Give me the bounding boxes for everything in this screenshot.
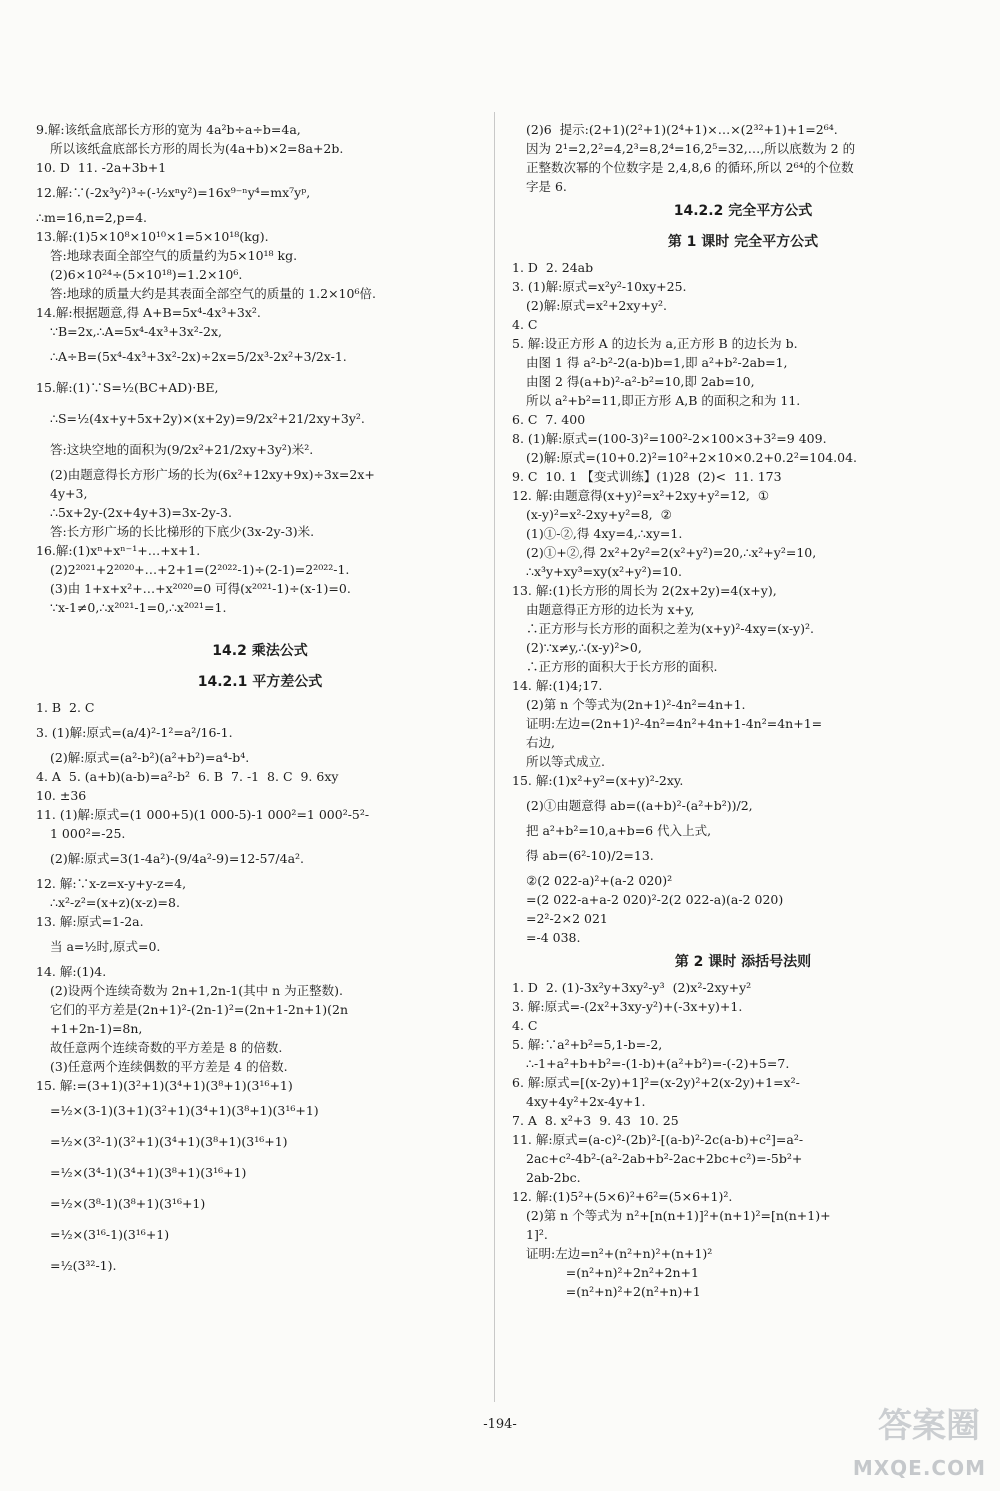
text-line: 2ab-2bc. [526,1170,581,1185]
text-line: ∴S=½(4x+y+5x+2y)×(x+2y)=9/2x²+21/2xy+3y². [50,411,365,426]
watermark-site: MXQE.COM [852,1456,986,1480]
text-line: (1)①-②,得 4xy=4,∴xy=1. [526,526,683,541]
text-line: 3. (1)解:原式=x²y²-10xy+25. [512,279,687,294]
text-line: (2)6 提示:(2+1)(2²+1)(2⁴+1)×…×(2³²+1)+1=2⁶⁴. [526,122,838,137]
text-line: (2)解:原式=(a²-b²)(a²+b²)=a⁴-b⁴. [50,750,250,765]
text-line: 9.解:该纸盒底部长方形的宽为 4a²b÷a÷b=4a, [36,122,301,137]
text-line: 所以 a²+b²=11,即正方形 A,B 的面积之和为 11. [526,393,801,408]
text-line: 答:长方形广场的长比梯形的下底少(3x-2y-3)米. [50,524,315,539]
text-line: =(2 022-a+a-2 020)²-2(2 022-a)(a-2 020) [526,892,784,907]
text-line: ∴x²-z²=(x+z)(x-z)=8. [50,895,180,910]
text-line: (2)解:原式=3(1-4a²)-(9/4a²-9)=12-57/4a². [50,851,305,866]
text-line: 故任意两个连续奇数的平方差是 8 的倍数. [50,1040,283,1055]
text-line: (2)由题意得长方形广场的长为(6x²+12xy+9x)÷3x=2x+ [50,467,375,482]
text-line: ∴m=16,n=2,p=4. [36,210,148,225]
text-line: 由题意得正方形的边长为 x+y, [526,602,695,617]
text-line: =(n²+n)²+2(n²+n)+1 [526,1284,701,1299]
text-line: 1. D 2. (1)-3x²y+3xy²-y³ (2)x²-2xy+y² [512,980,752,995]
text-line: =2²-2×2 021 [526,911,608,926]
text-line: 4y+3, [50,486,88,501]
text-line: 因为 2¹=2,2²=4,2³=8,2⁴=16,2⁵=32,…,所以底数为 2 的 [526,141,856,156]
text-line: 2ac+c²-4b²-(a²-2ab+b²-2ac+2bc+c²)=-5b²+ [526,1151,803,1166]
text-line: 答:这块空地的面积为(9/2x²+21/2xy+3y²)米². [50,442,314,457]
text-line: (2)第 n 个等式为(2n+1)²-4n²=4n+1. [526,697,746,712]
right-column [512,120,974,1301]
text-line: 把 a²+b²=10,a+b=6 代入上式, [526,823,712,838]
text-line: 13. 解:(1)长方形的周长为 2(2x+2y)=4(x+y), [512,583,777,598]
text-line: 4. C [512,317,538,332]
text-line: 答:地球的质量大约是其表面全部空气的质量的 1.2×10⁶倍. [50,286,376,301]
text-line: (2)∵x≠y,∴(x-y)²>0, [526,640,642,655]
text-line: 5. 解:设正方形 A 的边长为 a,正方形 B 的边长为 b. [512,336,798,351]
text-line: ∴5x+2y-(2x+4y+3)=3x-2y-3. [50,505,232,520]
text-line: 14. 解:(1)4. [36,964,107,979]
text-line: =½×(3²-1)(3²+1)(3⁴+1)(3⁸+1)(3¹⁶+1) [50,1134,288,1149]
text-line: 8. (1)解:原式=(100-3)²=100²-2×100×3+3²=9 409. [512,431,827,446]
text-line: +1+2n-1)=8n, [50,1021,143,1036]
text-line: (2)6×10²⁴÷(5×10¹⁸)=1.2×10⁶. [50,267,243,282]
text-line: (2)①由题意得 ab=((a+b)²-(a²+b²))/2, [526,798,753,813]
text-line: ∵B=2x,∴A=5x⁴-4x³+3x²-2x, [50,324,222,339]
text-line: (3)由 1+x+x²+…+x²⁰²⁰=0 可得(x²⁰²¹-1)÷(x-1)=0. [50,581,351,596]
text-line: 字是 6. [526,179,567,194]
text-line: 10. ±36 [36,788,87,803]
text-line: 15. 解:(1)x²+y²=(x+y)²-2xy. [512,773,684,788]
text-line: (2)解:原式=x²+2xy+y². [526,298,668,313]
text-line: ∴A÷B=(5x⁴-4x³+3x²-2x)÷2x=5/2x³-2x²+3/2x-1. [50,349,347,364]
text-line: ∴正方形的面积大于长方形的面积. [526,659,718,674]
text-line: 12. 解:∵x-z=x-y+y-z=4, [36,876,187,891]
text-line: ∵x-1≠0,∴x²⁰²¹-1=0,∴x²⁰²¹=1. [50,600,227,615]
text-line: 15. 解:=(3+1)(3²+1)(3⁴+1)(3⁸+1)(3¹⁶+1) [36,1078,293,1093]
page-number: -194- [483,1417,517,1432]
text-line: =-4 038. [526,930,581,945]
text-line: 当 a=½时,原式=0. [50,939,161,954]
text-line: =½×(3¹⁶-1)(3¹⁶+1) [50,1227,170,1242]
text-line: ∴x³y+xy³=xy(x²+y²)=10. [526,564,682,579]
text-line: 由图 2 得(a+b)²-a²-b²=10,即 2ab=10, [526,374,755,389]
left-column [36,120,484,1281]
text-line: 正整数次幂的个位数字是 2,4,8,6 的循环,所以 2⁶⁴的个位数 [526,160,854,175]
text-line: (2)解:原式=(10+0.2)²=10²+2×10×0.2+0.2²=104.04. [526,450,858,465]
text-line: 9. C 10. 1 【变式训练】(1)28 (2)< 11. 173 [512,469,782,484]
text-line: (2)2²⁰²¹+2²⁰²⁰+…+2+1=(2²⁰²²-1)÷(2-1)=2²⁰²²-1. [50,562,350,577]
text-line: 4. C [512,1018,538,1033]
text-line: =(n²+n)²+2n²+2n+1 [526,1265,699,1280]
text-line: =½(3³²-1). [50,1258,117,1273]
section-heading: 第 2 课时 添括号法则 [674,954,812,970]
text-line: 由图 1 得 a²-b²-2(a-b)b=1,即 a²+b²-2ab=1, [526,355,788,370]
text-line: (2)第 n 个等式为 n²+[n(n+1)]²+(n+1)²=[n(n+1)+ [526,1208,831,1223]
text-line: 1 000²=-25. [50,826,126,841]
text-line: (2)设两个连续奇数为 2n+1,2n-1(其中 n 为正整数). [50,983,343,998]
text-line: 右边, [526,735,555,750]
text-line: 4. A 5. (a+b)(a-b)=a²-b² 6. B 7. -1 8. C 9. 6xy [36,769,339,784]
text-line: ②(2 022-a)²+(a-2 020)² [526,873,673,888]
text-line: (x-y)²=x²-2xy+y²=8, ② [526,507,672,522]
text-line: 所以该纸盒底部长方形的周长为(4a+b)×2=8a+2b. [50,141,344,156]
text-line [36,617,484,636]
watermark [806,1398,986,1482]
text-line: 1]². [526,1227,548,1242]
text-line: 6. C 7. 400 [512,412,586,427]
text-line: 答:地球表面全部空气的质量约为5×10¹⁸ kg. [50,248,298,263]
text-line: 12. 解:由题意得(x+y)²=x²+2xy+y²=12, ① [512,488,770,503]
text-line: 1. D 2. 24ab [512,260,594,275]
text-line: 所以等式成立. [526,754,605,769]
text-line: 16.解:(1)xⁿ+xⁿ⁻¹+…+x+1. [36,543,201,558]
text-line: =½×(3⁸-1)(3⁸+1)(3¹⁶+1) [50,1196,206,1211]
section-heading: 14.2.2 完全平方公式 [673,203,813,219]
text-line: (2)①+②,得 2x²+2y²=2(x²+y²)=20,∴x²+y²=10, [526,545,817,560]
text-line: 1. B 2. C [36,700,95,715]
text-line: 得 ab=(6²-10)/2=13. [526,848,654,863]
text-line: 14. 解:(1)4;17. [512,678,603,693]
text-line: 13. 解:原式=1-2a. [36,914,144,929]
text-line: 13.解:(1)5×10⁸×10¹⁰×1=5×10¹⁸(kg). [36,229,269,244]
text-line: 14.解:根据题意,得 A+B=5x⁴-4x³+3x². [36,305,261,320]
text-line: 证明:左边=n²+(n²+n)²+(n+1)² [526,1246,713,1261]
text-line: 5. 解:∵a²+b²=5,1-b=-2, [512,1037,663,1052]
text-line: 3. 解:原式=-(2x²+3xy-y²)+(-3x+y)+1. [512,999,743,1014]
text-line: 12.解:∵(-2x³y²)³÷(-½xⁿy²)=16x⁹⁻ⁿy⁴=mx⁷yᵖ, [36,185,311,200]
text-line: 11. (1)解:原式=(1 000+5)(1 000-5)-1 000²=1 000²-5²- [36,807,370,822]
text-line: 12. 解:(1)5²+(5×6)²+6²=(5×6+1)². [512,1189,733,1204]
section-heading: 第 1 课时 完全平方公式 [667,234,819,250]
column-divider [494,112,495,1402]
text-line: 6. 解:原式=[(x-2y)+1]²=(x-2y)²+2(x-2y)+1=x²- [512,1075,800,1090]
text-line: ∴正方形与长方形的面积之差为(x+y)²-4xy=(x-y)². [526,621,814,636]
text-line: 11. 解:原式=(a-c)²-(2b)²-[(a-b)²-2c(a-b)+c²]=a²- [512,1132,804,1147]
text-line: 7. A 8. x²+3 9. 43 10. 25 [512,1113,679,1128]
text-line: 证明:左边=(2n+1)²-4n²=4n²+4n+1-4n²=4n+1= [526,716,823,731]
text-line: =½×(3-1)(3+1)(3²+1)(3⁴+1)(3⁸+1)(3¹⁶+1) [50,1103,319,1118]
text-line: 15.解:(1)∵S=½(BC+AD)·BE, [36,380,219,395]
text-line: 4xy+4y²+2x-4y+1. [526,1094,646,1109]
text-line: 10. D 11. -2a+3b+1 [36,160,167,175]
text-line: 3. (1)解:原式=(a/4)²-1²=a²/16-1. [36,725,233,740]
text-line: (3)任意两个连续偶数的平方差是 4 的倍数. [50,1059,288,1074]
section-heading: 14.2 乘法公式 [212,643,308,659]
text-line: ∴-1+a²+b+b²=-(1-b)+(a²+b²)=-(-2)+5=7. [526,1056,790,1071]
watermark-logo: 答案圈 [878,1406,980,1446]
section-heading: 14.2.1 平方差公式 [197,674,323,690]
text-line: =½×(3⁴-1)(3⁴+1)(3⁸+1)(3¹⁶+1) [50,1165,247,1180]
text-line: 它们的平方差是(2n+1)²-(2n-1)²=(2n+1-2n+1)(2n [50,1002,349,1017]
